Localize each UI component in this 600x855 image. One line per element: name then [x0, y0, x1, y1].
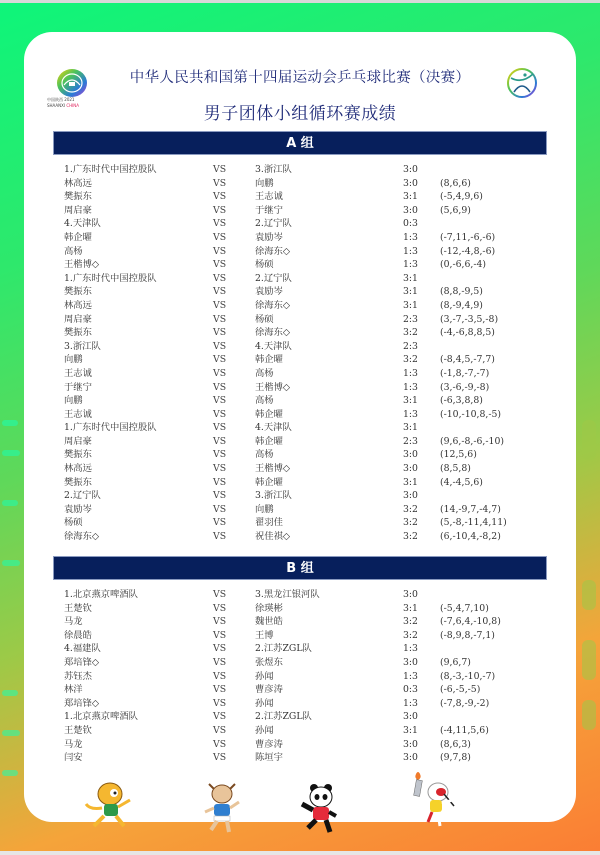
match-score: 0:3 [403, 218, 418, 230]
away-player: 王楷博◇ [255, 463, 291, 475]
vs-label: VS [213, 245, 227, 257]
vs-label: VS [213, 476, 227, 488]
match-row [0, 421, 600, 435]
away-player: 祝佳祺◇ [255, 531, 291, 543]
away-player: 4.天津队 [255, 422, 292, 434]
match-score: 1:3 [403, 670, 418, 682]
vs-label: VS [213, 259, 227, 271]
away-player: 韩企曜 [255, 476, 283, 488]
match-score: 3:2 [403, 327, 418, 339]
game-scores: (0,-6,6,-4) [440, 259, 487, 271]
match-row [0, 313, 600, 327]
match-row [0, 285, 600, 299]
home-player: 周启豪 [64, 204, 92, 216]
match-row [0, 340, 600, 354]
game-scores: (12,5,6) [440, 449, 477, 461]
home-player: 向鹏 [64, 354, 83, 366]
match-row [0, 381, 600, 395]
match-score: 2:3 [403, 313, 418, 325]
home-player: 4.福建队 [64, 643, 101, 655]
home-player: 王楷博◇ [64, 259, 100, 271]
home-player: 林高远 [64, 177, 92, 189]
tiger-mascot-icon [80, 780, 140, 832]
home-player: 徐海东◇ [64, 531, 100, 543]
match-score: 3:1 [403, 286, 418, 298]
match-row [0, 615, 600, 629]
away-player: 2.江苏ZGL队 [255, 711, 312, 723]
away-player: 3.浙江队 [255, 490, 292, 502]
vs-label: VS [213, 531, 227, 543]
home-player: 樊振东 [64, 476, 92, 488]
match-row [0, 245, 600, 259]
game-scores: (-4,-6,8,8,5) [440, 327, 495, 339]
away-player: 杨硕 [255, 313, 274, 325]
match-row [0, 394, 600, 408]
group-b-header: B 组 [53, 556, 547, 580]
game-scores: (9,7,8) [440, 752, 471, 764]
home-player: 樊振东 [64, 327, 92, 339]
away-player: 王博 [255, 629, 274, 641]
match-row [0, 367, 600, 381]
match-score: 3:0 [403, 589, 418, 600]
vs-label: VS [213, 616, 227, 628]
away-player: 袁励岑 [255, 231, 283, 243]
match-row [0, 670, 600, 684]
match-score: 2:3 [403, 340, 418, 352]
page-subtitle: 男子团体小组循环赛成绩 [203, 104, 397, 124]
game-scores: (5,-8,-11,4,11) [440, 517, 507, 529]
match-row [0, 272, 600, 286]
match-row [0, 697, 600, 711]
vs-label: VS [213, 602, 227, 614]
away-player: 徐海东◇ [255, 299, 291, 311]
away-player: 2.辽宁队 [255, 218, 292, 230]
game-scores: (14,-9,7,-4,7) [440, 503, 501, 515]
panda-mascot-icon [292, 782, 348, 838]
home-player: 1.广东时代中国控股队 [64, 164, 157, 175]
away-player: 韩企曜 [255, 435, 283, 447]
match-score: 3:0 [403, 177, 418, 189]
vs-label: VS [213, 191, 227, 203]
match-score: 1:3 [403, 259, 418, 271]
away-player: 张煜东 [255, 656, 283, 668]
away-player: 曹彦涛 [255, 684, 283, 696]
game-scores: (8,-9,4,9) [440, 299, 483, 311]
away-player: 杨硕 [255, 259, 274, 271]
match-row [0, 751, 600, 765]
game-scores: (4,-4,5,6) [440, 476, 483, 488]
home-player: 樊振东 [64, 286, 92, 298]
home-player: 周启豪 [64, 313, 92, 325]
match-score: 3:0 [403, 656, 418, 668]
match-score: 3:2 [403, 503, 418, 515]
vs-label: VS [213, 327, 227, 339]
match-row [0, 353, 600, 367]
game-scores: (8,8,-9,5) [440, 286, 483, 298]
match-row [0, 258, 600, 272]
cow-mascot-icon [195, 778, 251, 836]
away-player: 陈垣宇 [255, 752, 283, 764]
home-player: 郑培锋◇ [64, 656, 100, 668]
away-player: 高杨 [255, 449, 274, 461]
match-row [0, 326, 600, 340]
page-title: 中华人民共和国第十四届运动会乒乓球比赛（决赛） [129, 70, 471, 86]
match-row [0, 204, 600, 218]
away-player: 孙闻 [255, 697, 274, 709]
away-player: 王志诚 [255, 191, 283, 203]
match-score: 3:2 [403, 354, 418, 366]
home-player: 向鹏 [64, 395, 83, 407]
top-edge [0, 0, 600, 3]
vs-label: VS [213, 589, 227, 600]
game-scores: (-12,-4,8,-6) [440, 245, 496, 257]
home-player: 王志诚 [64, 408, 92, 420]
vs-label: VS [213, 752, 227, 764]
game-scores: (5,6,9) [440, 204, 471, 216]
home-player: 王楚钦 [64, 602, 92, 614]
away-player: 魏世皓 [255, 616, 283, 628]
away-player: 3.浙江队 [255, 164, 292, 175]
match-row [0, 683, 600, 697]
away-player: 2.江苏ZGL队 [255, 643, 312, 655]
vs-label: VS [213, 231, 227, 243]
home-player: 马龙 [64, 616, 83, 628]
match-score: 1:3 [403, 643, 418, 655]
match-score: 1:3 [403, 697, 418, 709]
group-a-header: A 组 [53, 131, 547, 155]
away-player: 袁励岑 [255, 286, 283, 298]
away-player: 2.辽宁队 [255, 272, 292, 284]
vs-label: VS [213, 177, 227, 189]
vs-label: VS [213, 724, 227, 736]
vs-label: VS [213, 340, 227, 352]
match-score: 3:0 [403, 711, 418, 723]
match-score: 3:0 [403, 204, 418, 216]
game-scores: (6,-10,4,-8,2) [440, 531, 501, 543]
match-row [0, 435, 600, 449]
away-player: 4.天津队 [255, 340, 292, 352]
match-score: 3:1 [403, 422, 418, 434]
game-scores: (8,5,8) [440, 463, 471, 475]
vs-label: VS [213, 503, 227, 515]
vs-label: VS [213, 313, 227, 325]
away-player: 韩企曜 [255, 408, 283, 420]
match-score: 3:2 [403, 517, 418, 529]
game-scores: (-8,4,5,-7,7) [440, 354, 495, 366]
game-scores: (-7,8,-9,-2) [440, 697, 490, 709]
away-player: 向鹏 [255, 177, 274, 189]
home-player: 1.北京燕京啤酒队 [64, 589, 138, 600]
home-player: 郑培锋◇ [64, 697, 100, 709]
home-player: 苏钰杰 [64, 670, 92, 682]
game-scores: (8,6,3) [440, 738, 471, 750]
match-score: 3:2 [403, 531, 418, 543]
home-player: 樊振东 [64, 191, 92, 203]
home-player: 韩企曜 [64, 231, 92, 243]
vs-label: VS [213, 711, 227, 723]
away-player: 孙闻 [255, 670, 274, 682]
match-row [0, 163, 600, 177]
vs-label: VS [213, 643, 227, 655]
emblem-caption-country: CHINA [66, 103, 80, 108]
game-scores: (-10,-10,8,-5) [440, 408, 502, 420]
vs-label: VS [213, 449, 227, 461]
home-player: 林高远 [64, 299, 92, 311]
away-player: 翟羽佳 [255, 517, 283, 529]
match-score: 3:2 [403, 629, 418, 641]
home-player: 闫安 [64, 752, 83, 764]
home-player: 徐晨皓 [64, 629, 92, 641]
match-score: 3:1 [403, 724, 418, 736]
group-a-results-table [0, 163, 600, 544]
home-player: 周启豪 [64, 435, 92, 447]
home-player: 王楚钦 [64, 724, 92, 736]
game-scores: (9,6,-8,-6,-10) [440, 435, 504, 447]
away-player: 3.黑龙江银河队 [255, 589, 320, 600]
home-player: 樊振东 [64, 449, 92, 461]
match-score: 1:3 [403, 367, 418, 379]
vs-label: VS [213, 463, 227, 475]
crested-ibis-torch-mascot-icon [404, 770, 464, 836]
match-row [0, 448, 600, 462]
match-score: 3:0 [403, 164, 418, 175]
away-player: 高杨 [255, 367, 274, 379]
game-scores: (8,6,6) [440, 177, 471, 189]
match-row [0, 462, 600, 476]
vs-label: VS [213, 272, 227, 284]
match-score: 3:1 [403, 476, 418, 488]
vs-label: VS [213, 395, 227, 407]
match-row [0, 231, 600, 245]
match-score: 3:2 [403, 616, 418, 628]
match-score: 3:1 [403, 272, 418, 284]
game-scores: (-6,3,8,8) [440, 395, 483, 407]
match-score: 3:0 [403, 490, 418, 502]
match-score: 3:1 [403, 191, 418, 203]
vs-label: VS [213, 299, 227, 311]
match-score: 1:3 [403, 381, 418, 393]
match-row [0, 489, 600, 503]
match-row [0, 724, 600, 738]
match-score: 3:1 [403, 602, 418, 614]
match-score: 3:0 [403, 463, 418, 475]
home-player: 王志诚 [64, 367, 92, 379]
match-row [0, 629, 600, 643]
home-player: 高杨 [64, 245, 83, 257]
match-score: 1:3 [403, 245, 418, 257]
away-player: 曹彦涛 [255, 738, 283, 750]
match-score: 0:3 [403, 684, 418, 696]
game-scores: (-5,4,7,10) [440, 602, 489, 614]
vs-label: VS [213, 490, 227, 502]
match-score: 3:1 [403, 395, 418, 407]
bg-stroke-decoration [2, 560, 20, 566]
away-player: 向鹏 [255, 503, 274, 515]
vs-label: VS [213, 656, 227, 668]
match-score: 3:0 [403, 449, 418, 461]
match-row [0, 588, 600, 602]
home-player: 3.浙江队 [64, 340, 101, 352]
vs-label: VS [213, 381, 227, 393]
match-row [0, 656, 600, 670]
away-player: 徐海东◇ [255, 327, 291, 339]
match-score: 3:1 [403, 299, 418, 311]
home-player: 林洋 [64, 684, 83, 696]
match-row [0, 710, 600, 724]
vs-label: VS [213, 517, 227, 529]
away-player: 徐海东◇ [255, 245, 291, 257]
vs-label: VS [213, 422, 227, 434]
game-scores: (-5,4,9,6) [440, 191, 483, 203]
match-score: 3:0 [403, 738, 418, 750]
vs-label: VS [213, 354, 227, 366]
vs-label: VS [213, 408, 227, 420]
away-player: 于继宁 [255, 204, 283, 216]
home-player: 林高远 [64, 463, 92, 475]
away-player: 孙闻 [255, 724, 274, 736]
away-player: 韩企曜 [255, 354, 283, 366]
vs-label: VS [213, 435, 227, 447]
home-player: 4.天津队 [64, 218, 101, 230]
game-scores: (-8,9,8,-7,1) [440, 629, 495, 641]
home-player: 1.北京燕京啤酒队 [64, 711, 138, 723]
match-row [0, 503, 600, 517]
match-row [0, 516, 600, 530]
match-row [0, 530, 600, 544]
match-row [0, 299, 600, 313]
match-row [0, 738, 600, 752]
match-row [0, 190, 600, 204]
vs-label: VS [213, 218, 227, 230]
match-score: 1:3 [403, 408, 418, 420]
vs-label: VS [213, 697, 227, 709]
game-scores: (-6,-5,-5) [440, 684, 481, 696]
match-row [0, 217, 600, 231]
match-row [0, 476, 600, 490]
away-player: 王楷博◇ [255, 381, 291, 393]
bottom-edge [0, 851, 600, 855]
group-b-results-table [0, 588, 600, 765]
game-scores: (-4,11,5,6) [440, 724, 489, 736]
game-scores: (-1,8,-7,-7) [440, 367, 490, 379]
vs-label: VS [213, 738, 227, 750]
home-player: 1.广东时代中国控股队 [64, 422, 157, 434]
home-player: 袁励岑 [64, 503, 92, 515]
match-score: 2:3 [403, 435, 418, 447]
match-row [0, 408, 600, 422]
game-scores: (-7,6,4,-10,8) [440, 616, 501, 628]
vs-label: VS [213, 684, 227, 696]
game-scores: (-7,11,-6,-6) [440, 231, 496, 243]
game-scores: (3,-6,-9,-8) [440, 381, 490, 393]
home-player: 2.辽宁队 [64, 490, 101, 502]
home-player: 杨硕 [64, 517, 83, 529]
vs-label: VS [213, 629, 227, 641]
match-score: 1:3 [403, 231, 418, 243]
vs-label: VS [213, 204, 227, 216]
match-row [0, 177, 600, 191]
match-row [0, 602, 600, 616]
vs-label: VS [213, 670, 227, 682]
match-score: 3:0 [403, 752, 418, 764]
vs-label: VS [213, 164, 227, 175]
emblem-caption-year: 2021 [64, 97, 75, 102]
home-player: 1.广东时代中国控股队 [64, 272, 157, 284]
match-row [0, 642, 600, 656]
bg-stroke-decoration [2, 770, 18, 776]
game-scores: (8,-3,-10,-7) [440, 670, 496, 682]
home-player: 马龙 [64, 738, 83, 750]
emblem-caption-en: SHAANXI [47, 103, 66, 108]
emblem-caption-cn: 中国陕西 [47, 97, 63, 102]
away-player: 徐瑛彬 [255, 602, 283, 614]
vs-label: VS [213, 286, 227, 298]
vs-label: VS [213, 367, 227, 379]
away-player: 高杨 [255, 395, 274, 407]
home-player: 于继宁 [64, 381, 92, 393]
game-scores: (3,-7,-3,5,-8) [440, 313, 499, 325]
game-scores: (9,6,7) [440, 656, 471, 668]
